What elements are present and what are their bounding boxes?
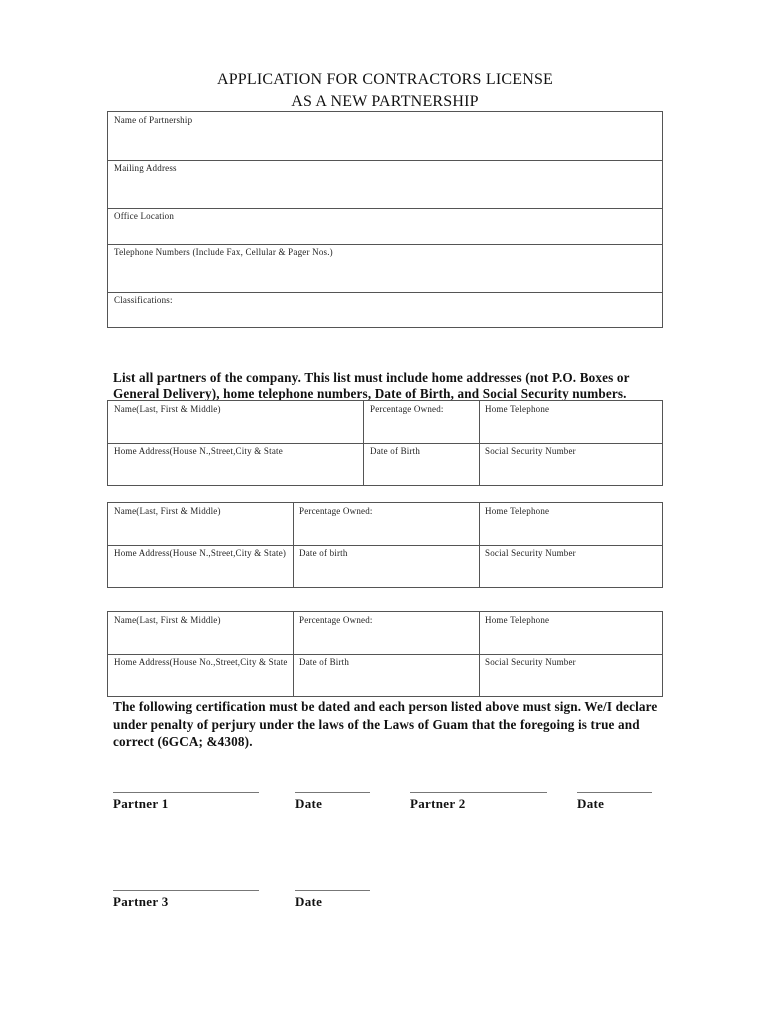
partner-2-signature-line[interactable] [410,792,547,793]
classifications-label: Classifications: [114,295,173,305]
partner-name-field[interactable]: Name(Last, First & Middle) [114,615,221,625]
column-divider [293,503,294,587]
percentage-owned-field[interactable]: Percentage Owned: [370,404,444,414]
partners-instruction: List all partners of the company. This list must include home addresses (not P.O. Boxes or General Delivery), home telephone numbers, Date of Birth, and Social Security numbers. [113,370,630,401]
date-2-label: Date [577,796,605,811]
column-divider [363,401,364,485]
row-divider [108,654,662,655]
classifications-field[interactable] [108,292,662,328]
date-2-line[interactable] [577,792,652,793]
date-3-line[interactable] [295,890,370,891]
date-1-line[interactable] [295,792,370,793]
office-location-field[interactable] [108,208,662,245]
partner-name-field[interactable]: Name(Last, First & Middle) [114,506,221,516]
social-security-field[interactable]: Social Security Number [485,548,576,558]
row-divider [108,443,662,444]
date-of-birth-field[interactable]: Date of birth [299,548,348,558]
date-of-birth-field[interactable]: Date of Birth [299,657,350,667]
office-location-label: Office Location [114,211,175,221]
name-of-partnership-label: Name of Partnership [114,115,193,125]
row-divider [108,545,662,546]
column-divider [479,503,480,587]
mailing-address-field[interactable] [108,160,662,209]
percentage-owned-field[interactable]: Percentage Owned: [299,506,373,516]
column-divider [479,401,480,485]
partner-1-label: Partner 1 [113,796,169,811]
partner-table-3 [107,611,663,697]
company-info-box [107,111,663,328]
partner-1-signature-line[interactable] [113,792,259,793]
date-1-label: Date [295,796,323,811]
form-title-line-2: AS A NEW PARTNERSHIP [291,93,479,110]
home-address-field[interactable]: Home Address(House No.,Street,City & State [114,657,288,667]
percentage-owned-field[interactable]: Percentage Owned: [299,615,373,625]
social-security-field[interactable]: Social Security Number [485,446,576,456]
telephone-numbers-field[interactable] [108,244,662,293]
partner-3-signature-line[interactable] [113,890,259,891]
partner-3-label: Partner 3 [113,894,169,909]
certification-statement: The following certification must be dated and each person listed above must sign. We/I declare under penalty of perjury under the laws of the Laws of Guam that the foregoing is true and correct (6GCA; &4308). [113,699,658,749]
column-divider [293,612,294,696]
form-title-line-1: APPLICATION FOR CONTRACTORS LICENSE [216,71,554,88]
telephone-numbers-label: Telephone Numbers (Include Fax, Cellular & Pager Nos.) [114,247,333,257]
home-address-field[interactable]: Home Address(House N.,Street,City & State) [114,548,287,558]
date-of-birth-field[interactable]: Date of Birth [370,446,421,456]
date-3-label: Date [295,894,323,909]
name-of-partnership-field[interactable] [108,112,662,161]
partner-table-2 [107,502,663,588]
home-telephone-field[interactable]: Home Telephone [485,506,550,516]
home-address-field[interactable]: Home Address(House N.,Street,City & State [114,446,283,456]
social-security-field[interactable]: Social Security Number [485,657,576,667]
home-telephone-field[interactable]: Home Telephone [485,404,550,414]
mailing-address-label: Mailing Address [114,163,177,173]
partner-2-label: Partner 2 [410,796,466,811]
partner-table-1 [107,400,663,486]
home-telephone-field[interactable]: Home Telephone [485,615,550,625]
column-divider [479,612,480,696]
partner-name-field[interactable]: Name(Last, First & Middle) [114,404,221,414]
